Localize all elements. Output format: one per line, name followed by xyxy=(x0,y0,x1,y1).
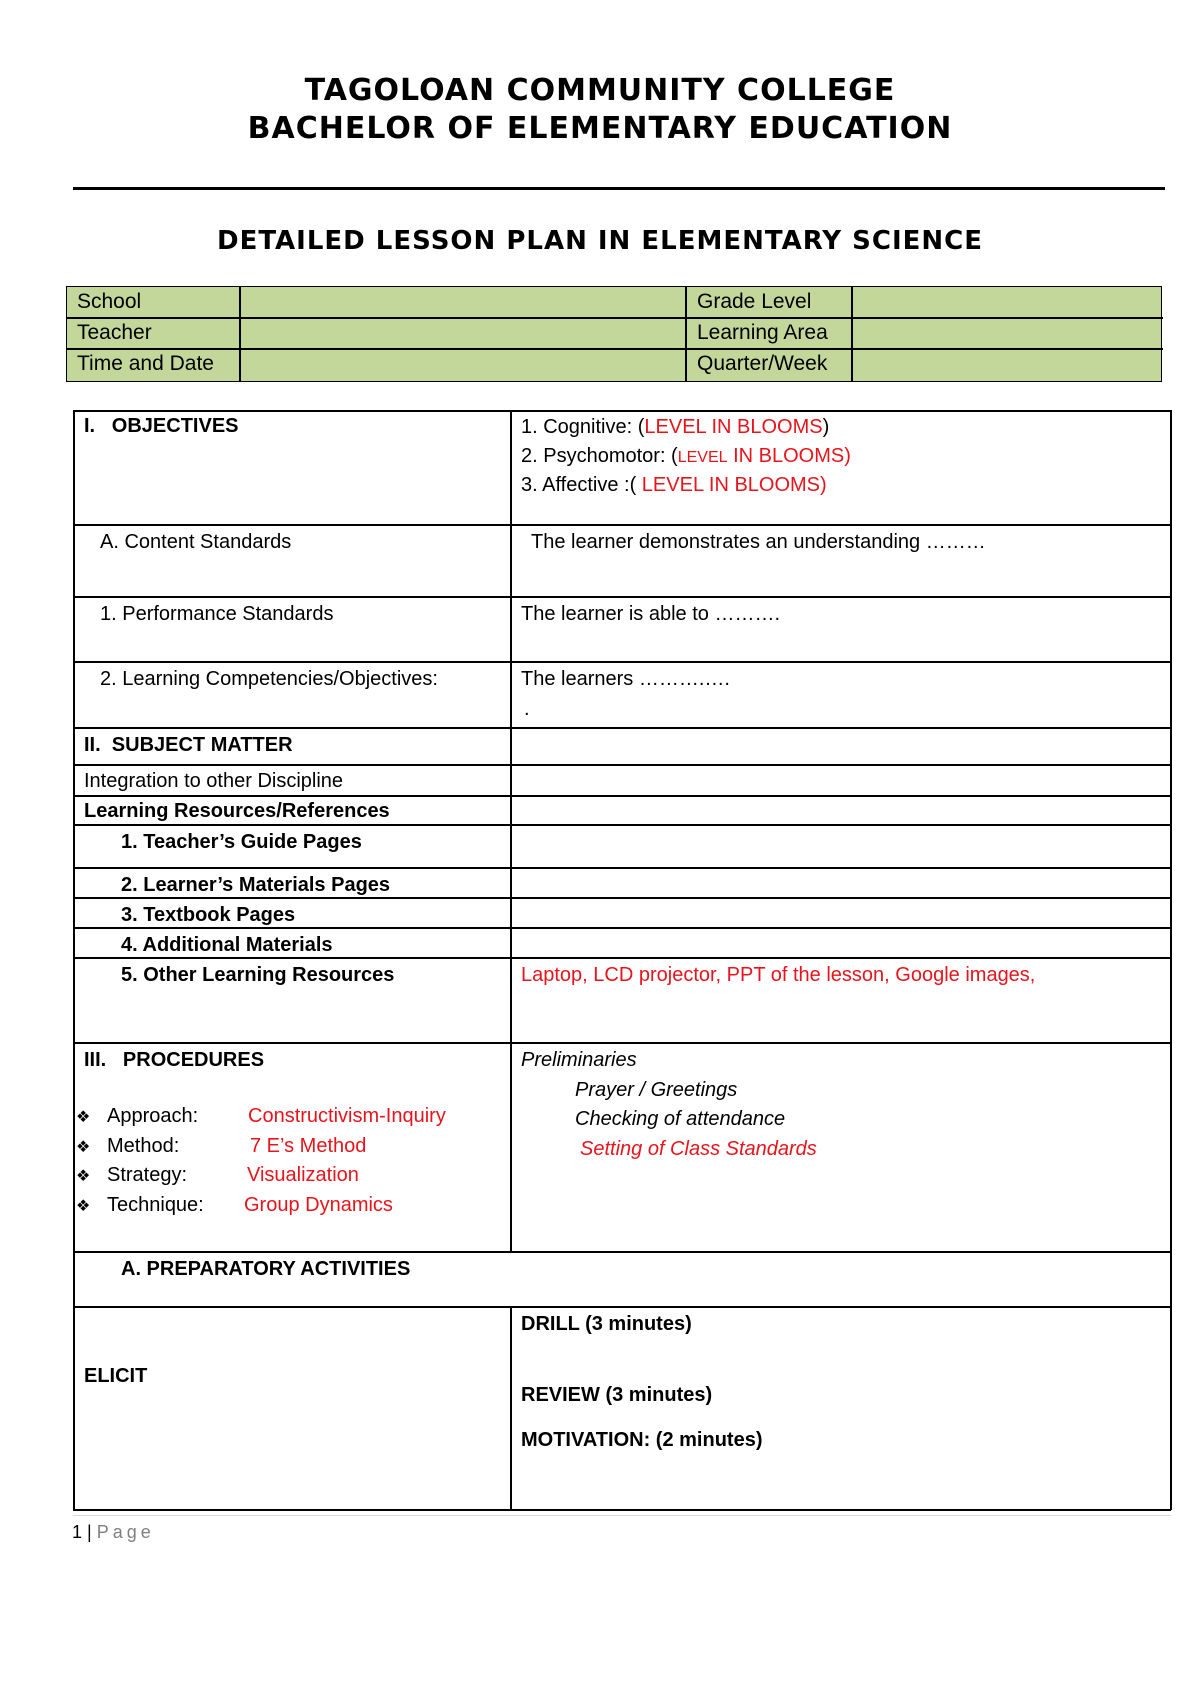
header-rule xyxy=(73,187,1165,190)
technique-value: Group Dynamics xyxy=(244,1194,393,1216)
school-label: School xyxy=(77,290,142,313)
objectives-num: I. xyxy=(84,415,96,437)
integration-label: Integration to other Discipline xyxy=(84,770,344,792)
learning-area-label: Learning Area xyxy=(697,321,828,344)
cognitive-prefix: 1. Cognitive: ( xyxy=(521,416,645,438)
affective-prefix: 3. Affective :( xyxy=(521,474,637,496)
page-number: 1 xyxy=(72,1522,83,1542)
procedures-label: PROCEDURES xyxy=(122,1049,265,1071)
grade-level-label: Grade Level xyxy=(697,290,812,313)
performance-standards-label: 1. Performance Standards xyxy=(100,603,334,625)
motivation-label: MOTIVATION: (2 minutes) xyxy=(521,1429,763,1451)
lesson-plan-table xyxy=(73,410,1171,1510)
procedures-num: III. xyxy=(84,1049,107,1071)
psychomotor-level: IN BLOOMS) xyxy=(727,445,851,467)
method-value: 7 E’s Method xyxy=(250,1135,367,1157)
diamond-bullet-icon: ❖ xyxy=(76,1109,91,1126)
resources-label: Learning Resources/References xyxy=(84,800,390,822)
strategy-label: Strategy: xyxy=(107,1164,188,1186)
procedures-heading xyxy=(84,1046,264,1074)
affective-objective xyxy=(521,471,827,499)
program-name: BACHELOR OF ELEMENTARY EDUCATION xyxy=(247,111,953,146)
document-title: DETAILED LESSON PLAN IN ELEMENTARY SCIENCE xyxy=(216,226,984,256)
diamond-bullet-icon: ❖ xyxy=(76,1139,91,1156)
cognitive-level: LEVEL IN BLOOMS xyxy=(644,416,823,438)
college-name: TAGOLOAN COMMUNITY COLLEGE xyxy=(304,73,896,108)
approach-label: Approach: xyxy=(107,1105,199,1127)
technique-row xyxy=(76,1191,90,1221)
class-standards: Setting of Class Standards xyxy=(580,1138,817,1160)
subject-matter-heading xyxy=(84,731,293,759)
affective-level: LEVEL IN BLOOMS) xyxy=(636,474,827,496)
competencies-label: 2. Learning Competencies/Objectives: xyxy=(100,668,438,690)
competencies-dot: . xyxy=(524,698,530,720)
content-standards-text: The learner demonstrates an understanding ……… xyxy=(531,531,986,553)
checking-attendance: Checking of attendance xyxy=(575,1108,786,1130)
diamond-bullet-icon: ❖ xyxy=(76,1168,91,1185)
prayer-greetings: Prayer / Greetings xyxy=(575,1079,738,1101)
method-row xyxy=(76,1132,90,1162)
page-separator: | xyxy=(82,1522,97,1542)
subject-matter-label: SUBJECT MATTER xyxy=(111,734,293,756)
drill-label: DRILL (3 minutes) xyxy=(521,1313,692,1335)
page-word: Page xyxy=(96,1522,155,1542)
info-table xyxy=(66,286,1162,382)
content-standards-label: A. Content Standards xyxy=(100,531,292,553)
preparatory-heading: A. PREPARATORY ACTIVITIES xyxy=(121,1258,411,1280)
psychomotor-level-small: LEVEL xyxy=(677,449,728,466)
method-label: Method: xyxy=(107,1135,180,1157)
performance-standards-text: The learner is able to ………. xyxy=(521,603,780,625)
cognitive-close: ) xyxy=(822,416,830,438)
page-footer xyxy=(72,1522,155,1543)
resource-item: 3. Textbook Pages xyxy=(121,904,296,926)
objectives-heading xyxy=(84,412,239,440)
strategy-row xyxy=(76,1161,90,1191)
approach-value: Constructivism-Inquiry xyxy=(248,1105,446,1127)
strategy-value: Visualization xyxy=(247,1164,359,1186)
teacher-label: Teacher xyxy=(77,321,152,344)
cognitive-objective xyxy=(521,413,829,441)
diamond-bullet-icon: ❖ xyxy=(76,1198,91,1215)
subject-matter-num: II. xyxy=(84,734,101,756)
resource-item: 2. Learner’s Materials Pages xyxy=(121,874,391,896)
review-label: REVIEW (3 minutes) xyxy=(521,1384,713,1406)
quarter-week-label: Quarter/Week xyxy=(697,352,828,375)
technique-label: Technique: xyxy=(107,1194,204,1216)
resource-item: 1. Teacher’s Guide Pages xyxy=(121,831,362,853)
elicit-label: ELICIT xyxy=(84,1365,148,1387)
competencies-text: The learners ……….…. xyxy=(521,668,730,690)
psychomotor-objective xyxy=(521,442,851,472)
preliminaries-label: Preliminaries xyxy=(521,1049,637,1071)
resource-item: 5. Other Learning Resources xyxy=(121,964,395,986)
psychomotor-prefix: 2. Psychomotor: ( xyxy=(521,445,678,467)
footer-rule xyxy=(73,1515,1171,1516)
objectives-label: OBJECTIVES xyxy=(111,415,239,437)
approach-row xyxy=(76,1102,90,1132)
resource-item: 4. Additional Materials xyxy=(121,934,333,956)
time-date-label: Time and Date xyxy=(77,352,214,375)
other-resources-value: Laptop, LCD projector, PPT of the lesson, Google images, xyxy=(521,964,1036,986)
